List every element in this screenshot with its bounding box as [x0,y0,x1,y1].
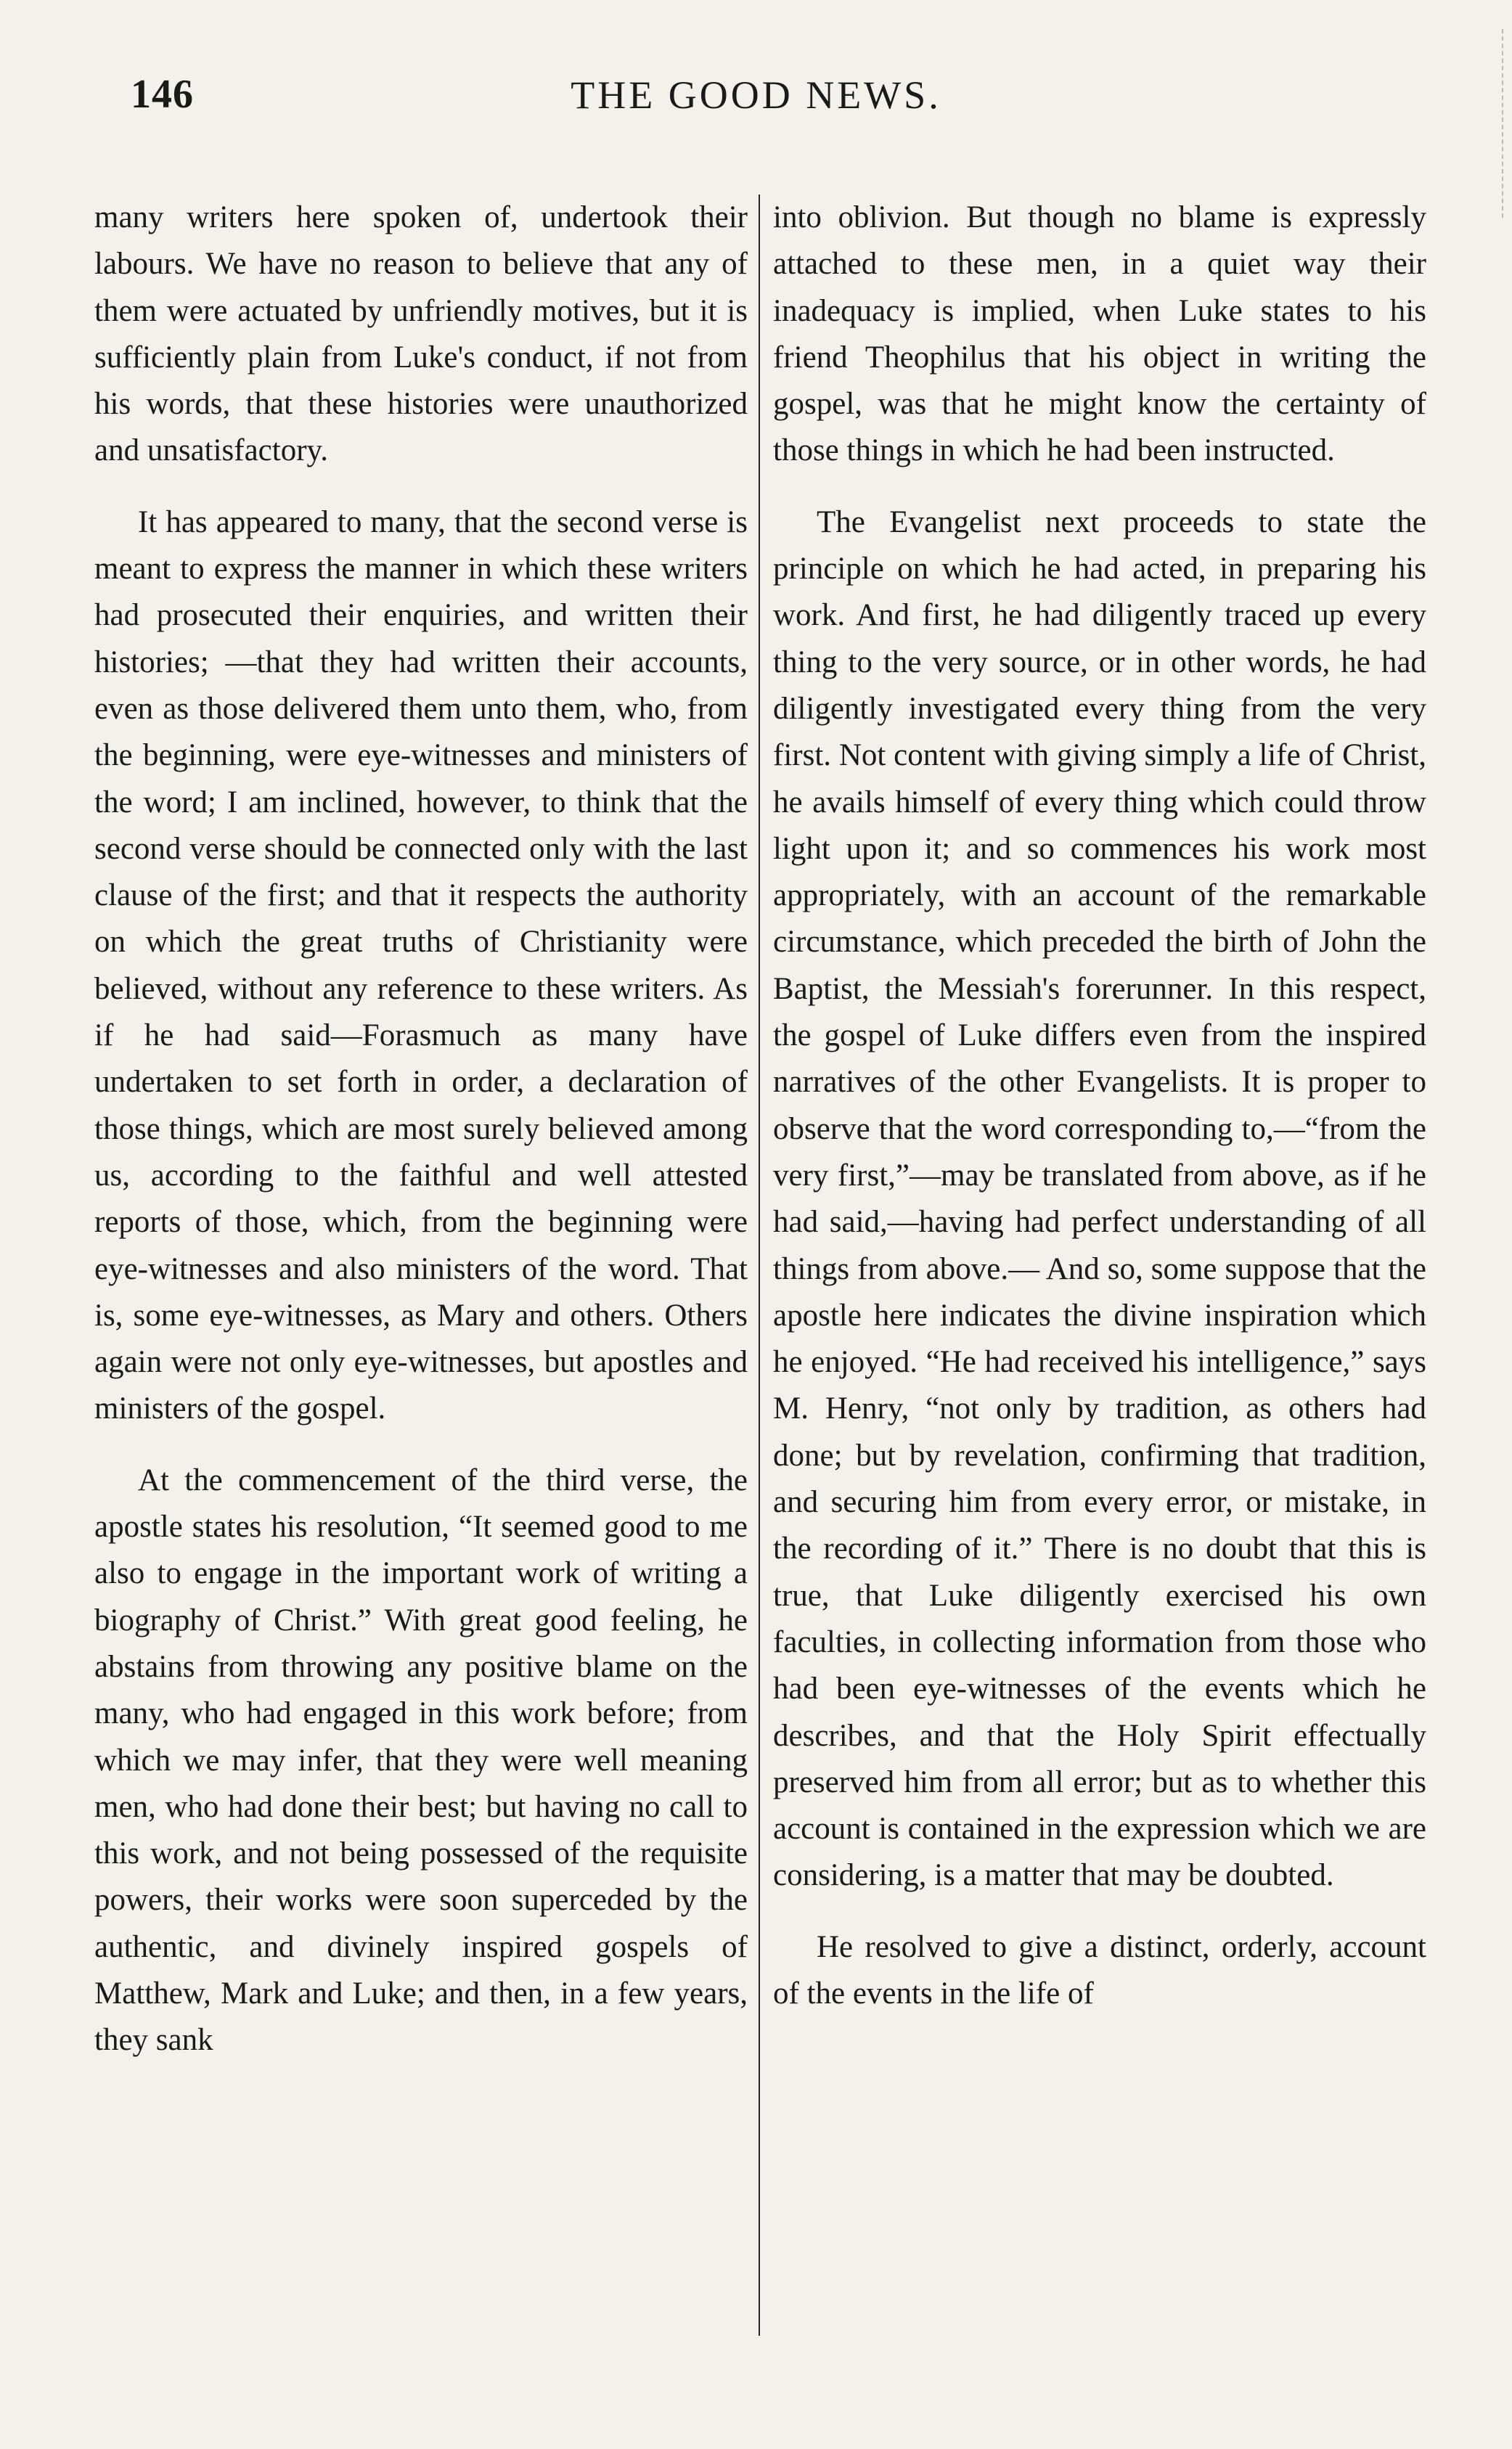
right-paragraph-2: The Evangelist next proceeds to state the principle on which he had acted, in preparing his work. And first, he had diligently traced up every thing to the very source, or in other words, he had diligently investigated every thing from the very first. Not content with giving simply a life of Christ, he avails himself of every thing which could throw light upon it; and so commences his work most appropriately, with an account of the remarkable circumstance, which preceded the birth of John the Baptist, the Messiah's forerunner. In this respect, the gospel of Luke differs even from the inspired narratives of the other Evangelists. It is proper to observe that the word corresponding to,—“from the very first,”—may be translated from above, as if he had said,—having had perfect understanding of all things from above.— And so, some suppose that the apostle here indicates the divine inspiration which he enjoyed. “He had received his intelligence,” says M. Henry, “not only by tradition, as others had done; but by revelation, confirming that tradition, and securing him from every error, or mistake, in the recording of it.” There is no doubt that this is true, that Luke diligently exercised his own faculties, in collecting information from those who had been eye-witnesses of the events which he describes, and that the Holy Spirit effectually preserved him from all error; but as to whether this account is contained in the expression which we are considering, is a matter that may be doubted. [773,504,1426,1893]
right-column [773,195,1426,2017]
column-divider [759,195,760,2336]
page-edge-marks [1497,29,1503,218]
left-paragraph-3: At the commencement of the third verse, the apostle states his resolution, “It seemed good to me also to engage in the important work of writing a biography of Christ.” With great good feeling, he abstains from throwing any positive blame on the many, who had engaged in this work before; from which we may infer, that they were well meaning men, who had done their best; but having no call to this work, and not being possessed of the requisite powers, their works were soon superceded by the authentic, and divinely inspired gospels of Matthew, Mark and Luke; and then, in a few years, they sank [94,1463,748,2058]
left-paragraph-2: It has appeared to many, that the second verse is meant to express the manner in which these writers had prosecuted their enquiries, and written their histories; —that they had written their accounts, even as those delivered them unto them, who, from the beginning, were eye-witnesses and ministers of the word; I am inclined, however, to think that the second verse should be connected only with the last clause of the first; and that it respects the authority on which the great truths of Christianity were believed, without any reference to these writers. As if he had said—Forasmuch as many have undertaken to set forth in order, a declaration of those things, which are most surely believed among us, according to the faithful and well attested reports of those, which, from the beginning were eye-witnesses and also ministers of the word. That is, some eye-witnesses, as Mary and others. Others again were not only eye-witnesses, but apostles and ministers of the gospel. [94,504,748,1426]
left-paragraph-1: many writers here spoken of, undertook their labours. We have no reason to believe that any of them were actuated by unfriendly motives, but it is sufficiently plain from Luke's conduct, if not from his words, that these histories were unauthorized and unsatisfactory. [94,200,748,468]
right-paragraph-3: He resolved to give a distinct, orderly, account of the events in the life of [773,1929,1426,2011]
right-paragraph-1: into oblivion. But though no blame is expressly attached to these men, in a quiet way their inadequacy is implied, when Luke states to his friend Theophilus that his object in writing the gospel, was that he might know the certainty of those things in which he had been instructed. [773,200,1426,468]
page-number: 146 [131,72,194,117]
running-title: THE GOOD NEWS. [571,73,941,117]
left-column [94,195,748,2064]
